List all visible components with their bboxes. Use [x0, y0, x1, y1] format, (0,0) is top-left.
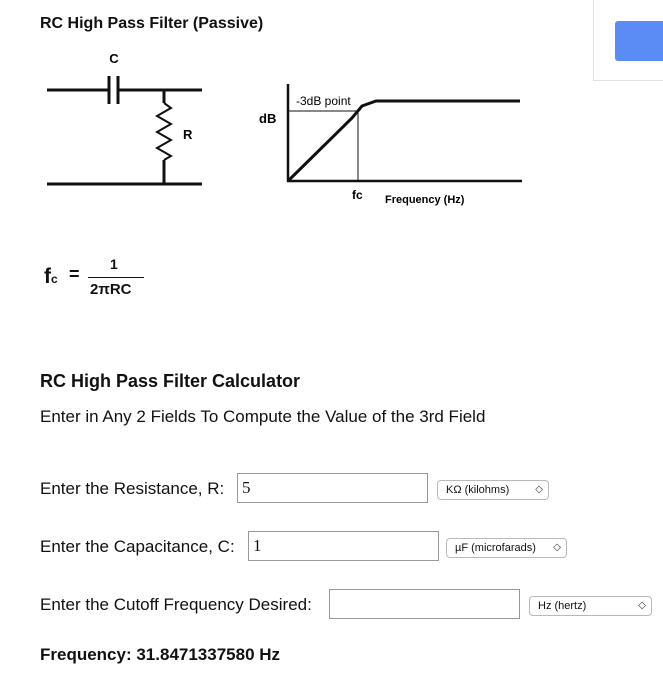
formula-equals: =	[69, 264, 80, 284]
capacitance-input[interactable]: 1	[248, 531, 439, 561]
capacitance-unit-select[interactable]: µF (microfarads) ◇	[446, 538, 567, 558]
frequency-input[interactable]	[329, 589, 520, 619]
resistor-zigzag	[157, 103, 171, 160]
response-curve	[288, 101, 520, 181]
fc-marker-label: fc	[352, 188, 363, 202]
select-arrows-icon: ◇	[535, 484, 543, 495]
calculator-title: RC High Pass Filter Calculator	[40, 371, 301, 391]
page-title: RC High Pass Filter (Passive)	[40, 15, 264, 32]
select-arrows-icon: ◇	[638, 600, 646, 611]
corner-blue-button[interactable]	[615, 21, 663, 61]
select-arrows-icon: ◇	[553, 542, 561, 553]
x-axis-label: Frequency (Hz)	[385, 194, 465, 206]
rc-circuit-diagram	[0, 0, 260, 200]
resistance-label: Enter the Resistance, R:	[40, 479, 225, 498]
frequency-unit-select[interactable]: Hz (hertz) ◇	[529, 596, 652, 616]
resistor-label: R	[183, 127, 193, 142]
frequency-result: Frequency: 31.8471337580 Hz	[40, 645, 281, 664]
cutoff-formula	[44, 256, 154, 304]
y-axis-label: dB	[259, 111, 277, 126]
capacitor-label: C	[109, 51, 119, 66]
frequency-response-graph	[240, 80, 540, 220]
formula-denominator: 2πRC	[90, 281, 132, 298]
formula-fraction-bar	[88, 277, 144, 278]
resistance-unit-select[interactable]: KΩ (kilohms) ◇	[437, 480, 549, 500]
formula-numerator: 1	[110, 256, 118, 272]
minus-3db-point-label: -3dB point	[296, 94, 351, 108]
resistance-input[interactable]: 5	[237, 473, 428, 503]
calculator-instructions: Enter in Any 2 Fields To Compute the Value of the 3rd Field	[40, 407, 486, 426]
capacitance-label: Enter the Capacitance, C:	[40, 537, 235, 556]
formula-lhs: fc	[44, 265, 58, 288]
frequency-label: Enter the Cutoff Frequency Desired:	[40, 595, 312, 614]
